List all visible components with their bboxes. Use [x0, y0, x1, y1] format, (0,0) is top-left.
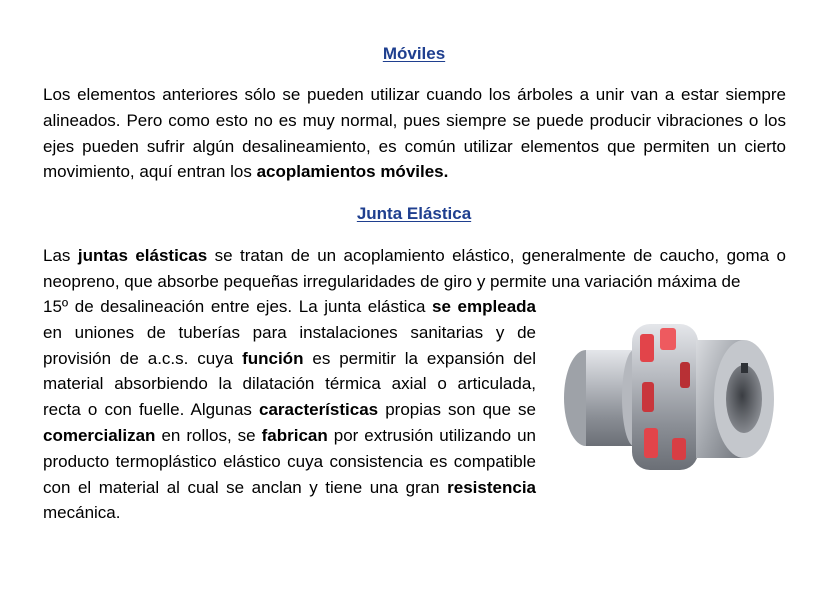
bold-term: características	[259, 400, 379, 420]
text-run: en rollos, se	[155, 425, 262, 445]
text-run: propias son que se	[378, 400, 536, 420]
bold-term: función	[242, 348, 304, 368]
paragraph-junta-body	[43, 294, 536, 526]
right-hub	[696, 340, 774, 458]
text-run: es permitir la expansión del material absorbiendo la dilatación térmica axial o articulada, recta o con fuelle. Algunas	[43, 348, 536, 420]
text-run: en uniones de tuberías para instalaciones sanitarias y de provisión de a.c.s. cuya	[43, 322, 536, 368]
bold-term: fabrican	[261, 425, 328, 445]
text-run: Las	[43, 246, 78, 265]
jaw-coupling-illustration	[548, 310, 788, 485]
section-title-junta-elastica: Junta Elástica	[356, 204, 472, 223]
jaw-spider	[632, 324, 698, 470]
paragraph-moviles	[43, 82, 786, 185]
text-run: Los elementos anteriores sólo se pueden utilizar cuando los árboles a unir van a estar siempre alineados. Pero como esto no es muy normal, pues siempre se puede producir vibraciones o los ejes pueden sufrir algún desalineamiento, es común utilizar elementos que permiten un cierto movimiento, aquí entran los	[43, 85, 786, 182]
text-run: mecánica.	[43, 503, 121, 523]
text-run: se tratan de un acoplamiento elástico, generalmente de caucho, goma o neopreno, que absorbe pequeñas irregularidades de giro y permite una variación máxima de	[43, 246, 786, 291]
bold-term: acoplamientos móviles.	[256, 162, 449, 182]
paragraph-junta-intro	[43, 243, 786, 295]
coupling-image	[548, 310, 788, 485]
bold-term: juntas elásticas	[77, 246, 208, 265]
section-title-moviles: Móviles	[382, 44, 446, 63]
bold-term: comercializan	[43, 425, 156, 445]
bold-term: se empleada	[432, 297, 536, 316]
bold-term: resistencia	[447, 477, 536, 497]
text-run: 15º de desalineación entre ejes. La junta elástica	[43, 297, 433, 316]
text-run: por extrusión utilizando un producto termoplástico elástico cuya consistencia es compatible con el material al cual se anclan y tiene una gran	[43, 425, 536, 497]
